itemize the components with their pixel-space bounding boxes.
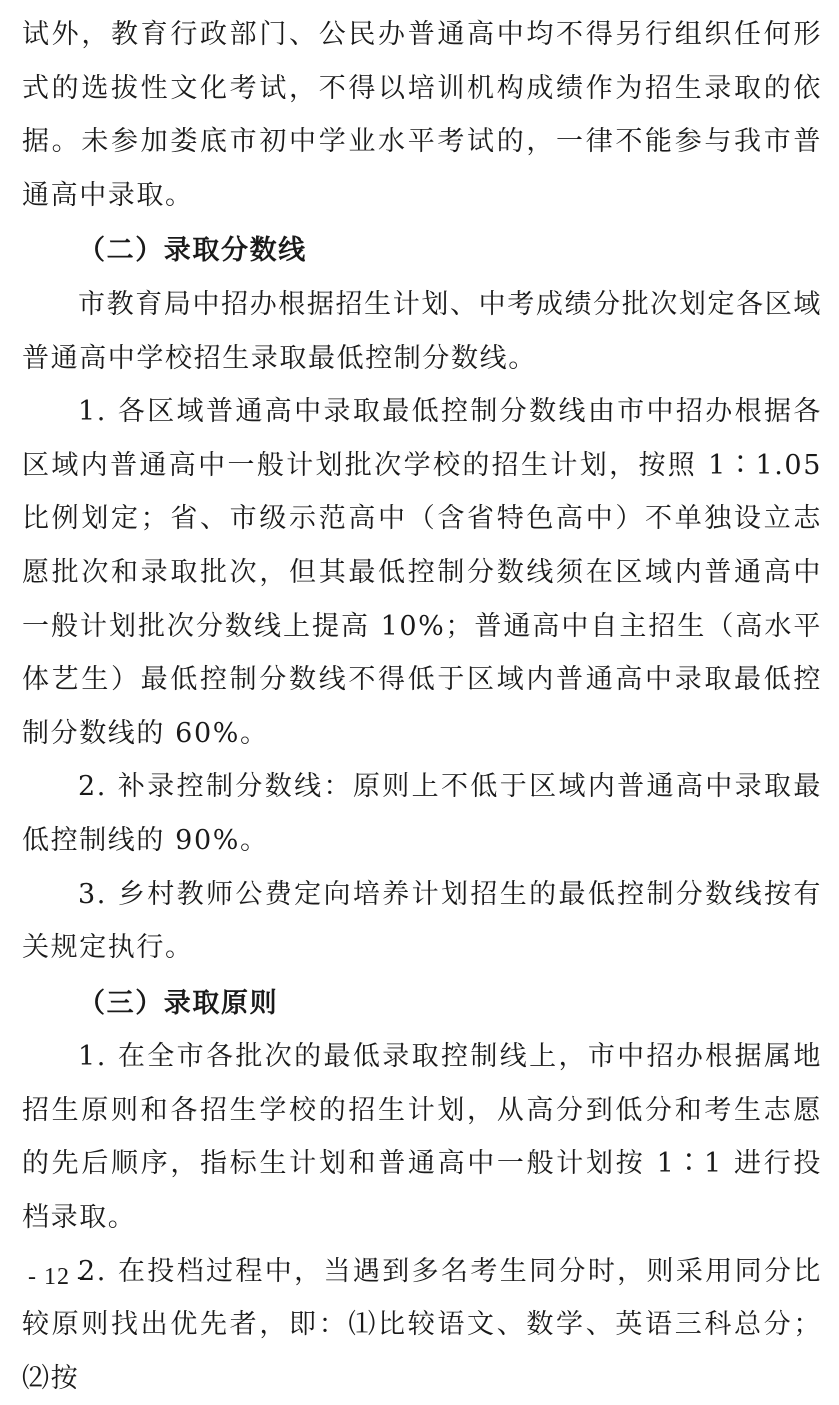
section-heading-admission-score-line: （二）录取分数线 [78,235,307,267]
paragraph-score-line-intro: 市教育局中招办根据招生计划、中考成绩分批次划定各区域普通高中学校招生录取最低控制分数线。 [22,288,822,374]
paragraph-score-line-item-3: 3. 乡村教师公费定向培养计划招生的最低控制分数线按有关规定执行。 [22,878,822,964]
section-heading-admission-principles: （三）录取原则 [78,987,279,1019]
paragraph-score-line-item-1: 1. 各区域普通高中录取最低控制分数线由市中招办根据各区域内普通高中一般计划批次学校的招生计划，按照 1∶1.05 比例划定；省、市级示范高中（含省特色高中）不单独设立志愿批次和录取批次，但其最低控制分数线须在区域内普通高中一般计划批次分数线上提高 10%；普通高中自主招生（高水平体艺生）最低控制分数线不得低于区域内普通高中录取最低控制分数线的 60%。 [22,396,833,749]
page-number: - 12 - [28,1264,86,1290]
paragraph-principle-item-2: 2. 在投档过程中，当遇到多名考生同分时，则采用同分比较原则找出优先者，即：⑴比较语文、数学、英语三科总分；⑵按 [22,1255,822,1394]
paragraph-principle-item-1: 1. 在全市各批次的最低录取控制线上，市中招办根据属地招生原则和各招生学校的招生计划，从高分到低分和考生志愿的先后顺序，指标生计划和普通高中一般计划按 1∶1 进行投档录取。 [22,1041,822,1234]
document-body [22,8,833,1405]
paragraph-score-line-item-2: 2. 补录控制分数线：原则上不低于区域内普通高中录取最低控制线的 90%。 [22,771,822,856]
paragraph-continuation: 试外，教育行政部门、公民办普通高中均不得另行组织任何形式的选拔性文化考试，不得以培训机构成绩作为招生录取的依据。未参加娄底市初中学业水平考试的，一律不能参与我市普通高中录取。 [22,19,822,211]
